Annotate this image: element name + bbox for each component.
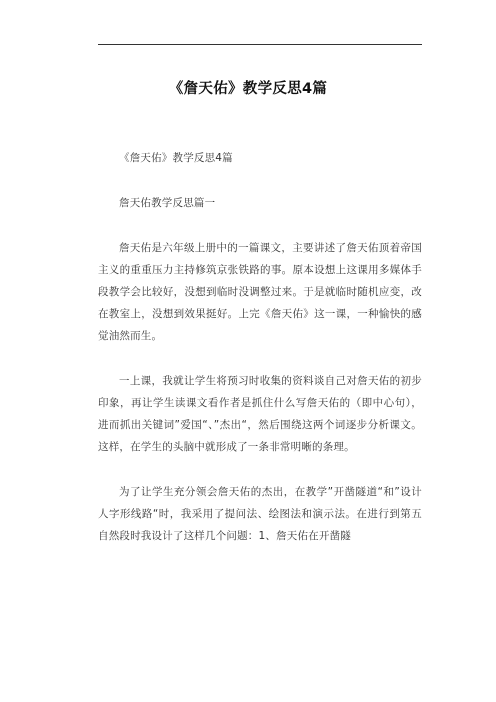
document-title: 《詹天佑》教学反思4篇 <box>168 81 328 97</box>
document-body <box>98 147 422 547</box>
paragraph-1: 詹天佑是六年级上册中的一篇课文，主要讲述了詹天佑顶着帝国主义的重重压力主持修筑京张铁路的事。原本设想上这课用多媒体手段教学会比较好，没想到临时没调整过来。于是就临时随机应变，改在教室上，没想到效果挺好。上完《詹天佑》这一课，一种愉快的感觉油然而生。 <box>98 242 422 342</box>
paragraph-subtitle: 《詹天佑》教学反思4篇 <box>119 152 233 164</box>
paragraph-section-heading: 詹天佑教学反思篇一 <box>119 197 216 209</box>
header-rule <box>98 44 422 45</box>
paragraph-3: 为了让学生充分领会詹天佑的杰出，在教学”开凿隧道“和”设计人字形线路“时，我采用了提问法、绘图法和演示法。在进行到第五自然段时我设计了这样几个问题：1、詹天佑在开凿隧 <box>98 486 422 542</box>
paragraph-2: 一上课，我就让学生将预习时收集的资料谈自己对詹天佑的初步印象，再让学生读课文看作者是抓住什么写詹天佑的（即中心句），进而抓出关键词”爱国“、”杰出“，然后围绕这两个词逐步分析课文。这样，在学生的头脑中就形成了一条非常明晰的条理。 <box>98 375 422 453</box>
